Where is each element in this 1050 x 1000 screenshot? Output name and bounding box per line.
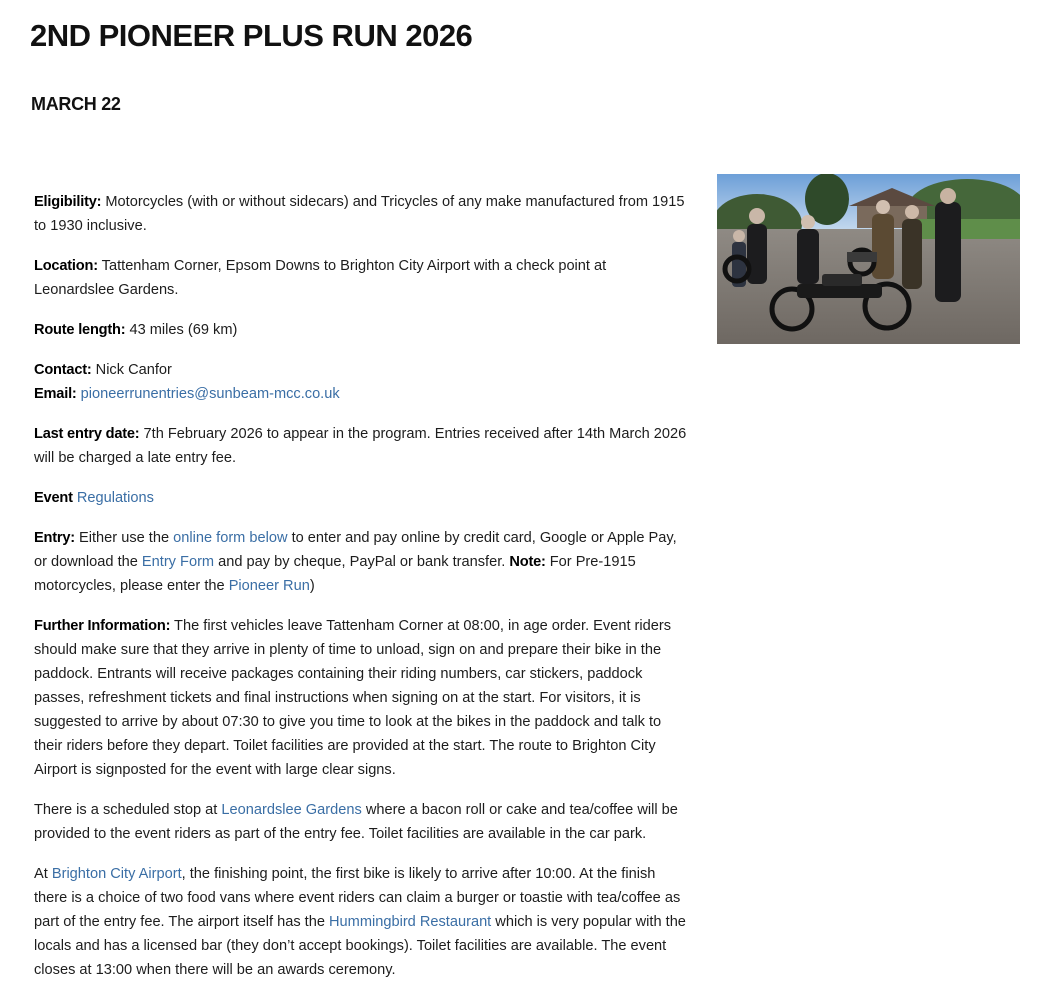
entry-paragraph [34, 526, 690, 598]
email-link[interactable]: pioneerrunentries@sunbeam-mcc.co.uk [80, 386, 340, 402]
location-text: Tattenham Corner, Epsom Downs to Brighton City Airport with a check point at Leonardslee Gardens. [34, 258, 607, 298]
vintage-motorcycles-photo [717, 174, 1020, 344]
entry-text-2: to enter and pay online by credit card, Google or Apple Pay, or download the [34, 530, 677, 570]
scheduled-stop-paragraph [34, 798, 690, 846]
entry-text-1: Either use the [74, 530, 174, 546]
location-paragraph [34, 254, 690, 302]
last-entry-label: Last entry date: [34, 426, 140, 442]
event-details [34, 190, 690, 998]
entry-text-4: For Pre-1915 motorcycles, please enter the [34, 554, 636, 594]
eligibility-text: Motorcycles (with or without sidecars) and Tricycles of any make manufactured from 1915 to 1930 inclusive. [34, 194, 685, 234]
eligibility-label: Eligibility: [34, 194, 102, 210]
entry-form-link[interactable]: Entry Form [141, 554, 215, 570]
event-regulations-paragraph [34, 486, 690, 510]
finish-text-1: At [34, 866, 52, 882]
location-label: Location: [34, 258, 98, 274]
finish-text-2: , the finishing point, the first bike is likely to arrive after 10:00. At the finish there is a choice of two food vans where event riders can claim a burger or toastie with tea/coffee as part of the entry fee. The airport itself has the [34, 866, 681, 930]
further-info-text: The first vehicles leave Tattenham Corner at 08:00, in age order. Event riders should make sure that they arrive in plenty of time to unload, sign on and prepare their bike in the paddock. Entrants will receive packages containing their riding numbers, car stickers, paddock passes, refreshment tickets and final instructions when signing on at the start. For visitors, it is suggested to arrive by about 07:30 to give you time to look at the bikes in the paddock and talk to their riders before they depart. Toilet facilities are provided at the start. The route to Brighton City Airport is signposted for the event with large clear signs. [34, 618, 672, 778]
last-entry-paragraph [34, 422, 690, 470]
contact-name: Nick Canfor [91, 362, 172, 378]
further-info-label: Further Information: [34, 618, 171, 634]
note-label: Note: [509, 554, 546, 570]
pioneer-run-link[interactable]: Pioneer Run [228, 578, 310, 594]
entry-text-3: and pay by cheque, PayPal or bank transfer. [214, 554, 510, 570]
event-photo [717, 174, 1020, 344]
route-text: 43 miles (69 km) [125, 322, 238, 338]
route-label: Route length: [34, 322, 126, 338]
leonardslee-link[interactable]: Leonardslee Gardens [221, 802, 362, 818]
stop-text-2: where a bacon roll or cake and tea/coffee will be provided to the event riders as part of the entry fee. Toilet facilities are available in the car park. [34, 802, 678, 842]
finish-text-3: which is very popular with the locals and has a licensed bar (they don’t accept bookings). Toilet facilities are available. The event closes at 13:00 when there will be an awards ceremony. [34, 914, 686, 978]
entry-label: Entry: [34, 530, 75, 546]
contact-label: Contact: [34, 362, 92, 378]
hummingbird-restaurant-link[interactable]: Hummingbird Restaurant [329, 914, 492, 930]
page-title: 2ND PIONEER PLUS RUN 2026 [30, 18, 473, 53]
event-date: MARCH 22 [31, 94, 121, 114]
regulations-link[interactable]: Regulations [76, 490, 154, 506]
contact-paragraph [34, 358, 690, 406]
email-label: Email: [34, 386, 77, 402]
online-form-link[interactable]: online form below [173, 530, 288, 546]
last-entry-text: 7th February 2026 to appear in the program. Entries received after 14th March 2026 will be charged a late entry fee. [34, 426, 687, 466]
route-paragraph [34, 318, 690, 342]
event-label: Event [34, 490, 73, 506]
stop-text-1: There is a scheduled stop at [34, 802, 222, 818]
eligibility-paragraph [34, 190, 690, 238]
further-info-paragraph [34, 614, 690, 782]
entry-text-5: ) [309, 578, 315, 594]
finish-paragraph [34, 862, 690, 982]
brighton-airport-link[interactable]: Brighton City Airport [51, 866, 182, 882]
